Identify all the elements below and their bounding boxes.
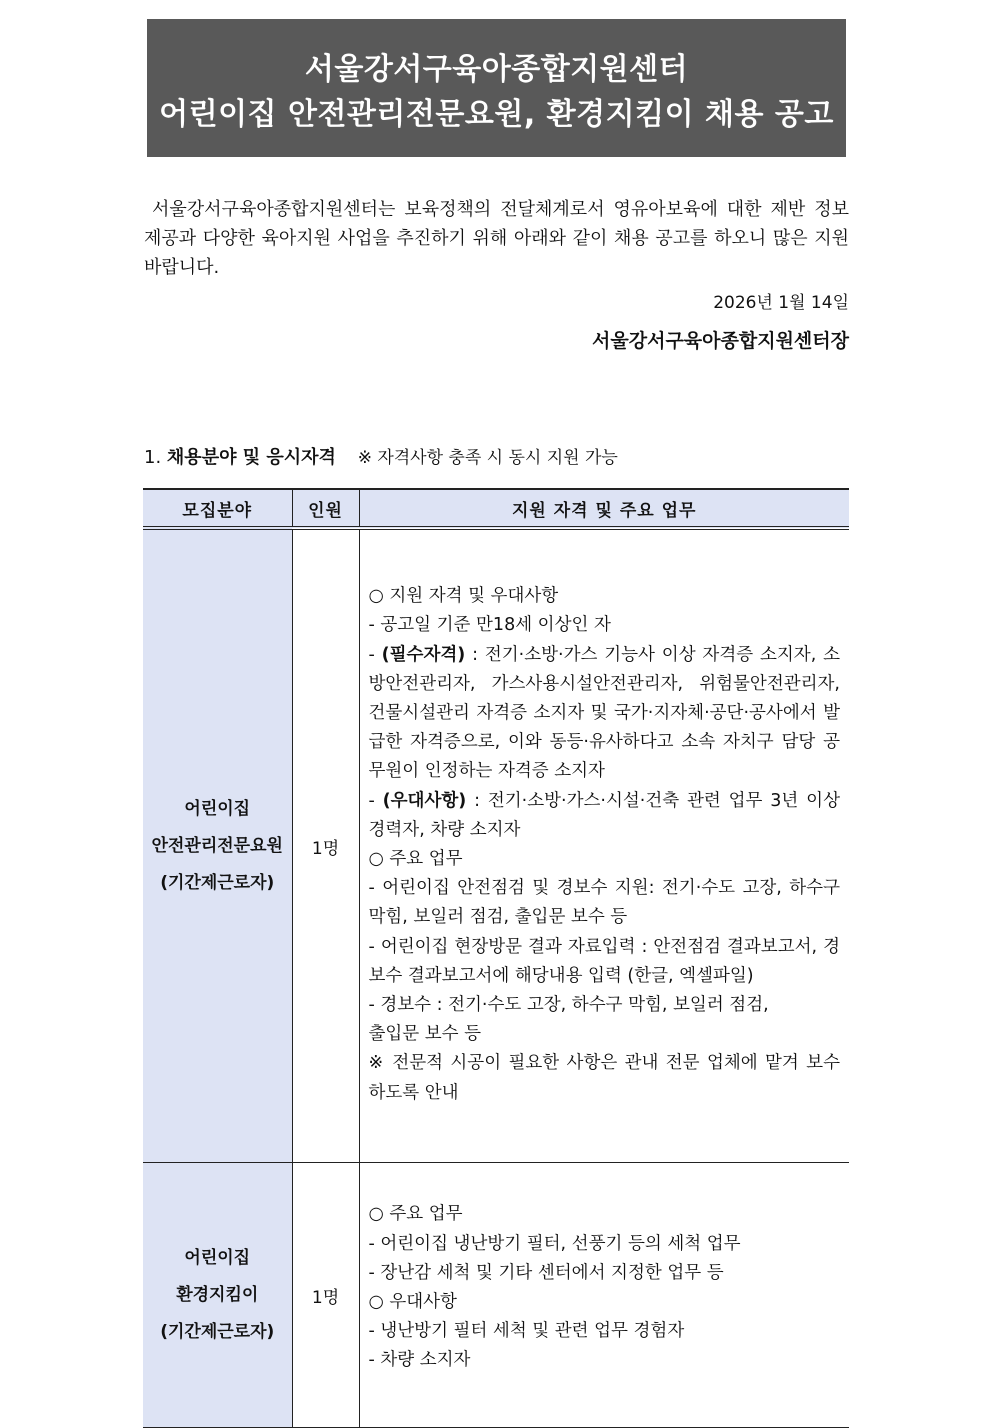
title-banner [147,19,846,157]
title-line-1: 서울강서구육아종합지원센터 [304,52,689,87]
duty-line: ○ 우대사항 [368,1292,457,1312]
duty-bold-label: (우대사항) [382,790,467,811]
field-line: (기간제근로자) [160,1321,275,1342]
count-cell: 1명 [292,1163,359,1428]
duty-line: - 어린이집 냉난방기 필터, 선풍기 등의 세척 업무 [368,1233,741,1254]
signer: 서울강서구육아종합지원센터장 [592,330,849,352]
field-line: (기간제근로자) [160,872,275,893]
duty-rest: : 전기·소방·가스 기능사 이상 자격증 소지자, 소방안전관리자, 가스사용시설안전관리자, 위험물안전관리자, 건물시설관리 자격증 소지자 및 국가·지자체·공단·공사에서 발급한 자격증으로, 이와 동등·유사하다고 소속 자치구 담당 공무원이 인정하는 자격증 소지자 [368,644,840,782]
field-line: 어린이집 [184,1247,251,1268]
section-title: 채용분야 및 응시자격 [166,447,336,468]
duty-line: - 냉난방기 필터 세척 및 관련 업무 경험자 [368,1321,685,1342]
duty-line: ○ 주요 업무 [368,1204,463,1225]
announcement-date: 2026년 1월 14일 [713,293,849,313]
duty-line: - 차량 소지자 [368,1350,471,1371]
title-line-2: 어린이집 안전관리전문요원, 환경지킴이 채용 공고 [159,97,834,132]
duty-line: - 경보수 : 전기·수도 고장, 하수구 막힘, 보일러 점검, [368,995,769,1016]
duty-line: ○ 주요 업무 [368,849,463,869]
field-line: 안전관리전문요원 [151,835,283,856]
duty-line [369,787,841,845]
count-cell: 1명 [292,528,359,1163]
recruit-table [143,488,849,1428]
header-field: 모집분야 [143,489,292,528]
duty-bold-label: (필수자격) [381,644,466,665]
duty-rest: : 전기·소방·가스·시설·건축 관련 업무 3년 이상 경력자, 차량 소지자 [368,790,840,840]
duty-line: - 공고일 기준 만18세 이상인 자 [368,615,611,636]
duty-line: - 어린이집 현장방문 결과 자료입력 : 안전점검 결과보고서, 경보수 결과보고서에 해당내용 입력 (한글, 엑셀파일) [368,936,840,986]
field-cell [143,528,292,1163]
duty-line: - 장난감 세척 및 기타 센터에서 지정한 업무 등 [368,1262,724,1283]
table-row [143,528,849,1163]
field-line: 어린이집 [184,798,251,819]
duty-prefix: - [368,644,382,665]
duty-line: - 어린이집 안전점검 및 경보수 지원: 전기·수도 고장, 하수구 막힘, 보일러 점검, 출입문 보수 등 [368,878,840,928]
table-header-row [143,489,849,528]
section-heading [144,444,618,472]
field-line: 환경지킴이 [176,1284,259,1305]
intro-paragraph: 서울강서구육아종합지원센터는 보육정책의 전달체계로서 영유아보육에 대한 제반 정보 제공과 다양한 육아지원 사업을 추진하기 위해 아래와 같이 채용 공고를 하오니 많은 지원 바랍니다. [144,199,849,278]
header-count: 인원 [292,489,359,528]
duties-cell [359,528,849,1163]
duty-prefix: - [368,790,383,811]
field-cell [143,1163,292,1428]
duties-cell [359,1163,849,1428]
section-number: 1. [144,447,162,468]
duty-line: ※ 전문적 시공이 필요한 사항은 관내 전문 업체에 맡겨 보수 하도록 안내 [368,1053,840,1103]
section-note: ※ 자격사항 충족 시 동시 지원 가능 [357,448,618,468]
header-duties: 지원 자격 및 주요 업무 [359,489,849,528]
table-row [143,1163,849,1428]
duty-line: 출입문 보수 등 [368,1024,482,1045]
duty-line [369,641,841,787]
duty-line: ○ 지원 자격 및 우대사항 [368,586,559,607]
